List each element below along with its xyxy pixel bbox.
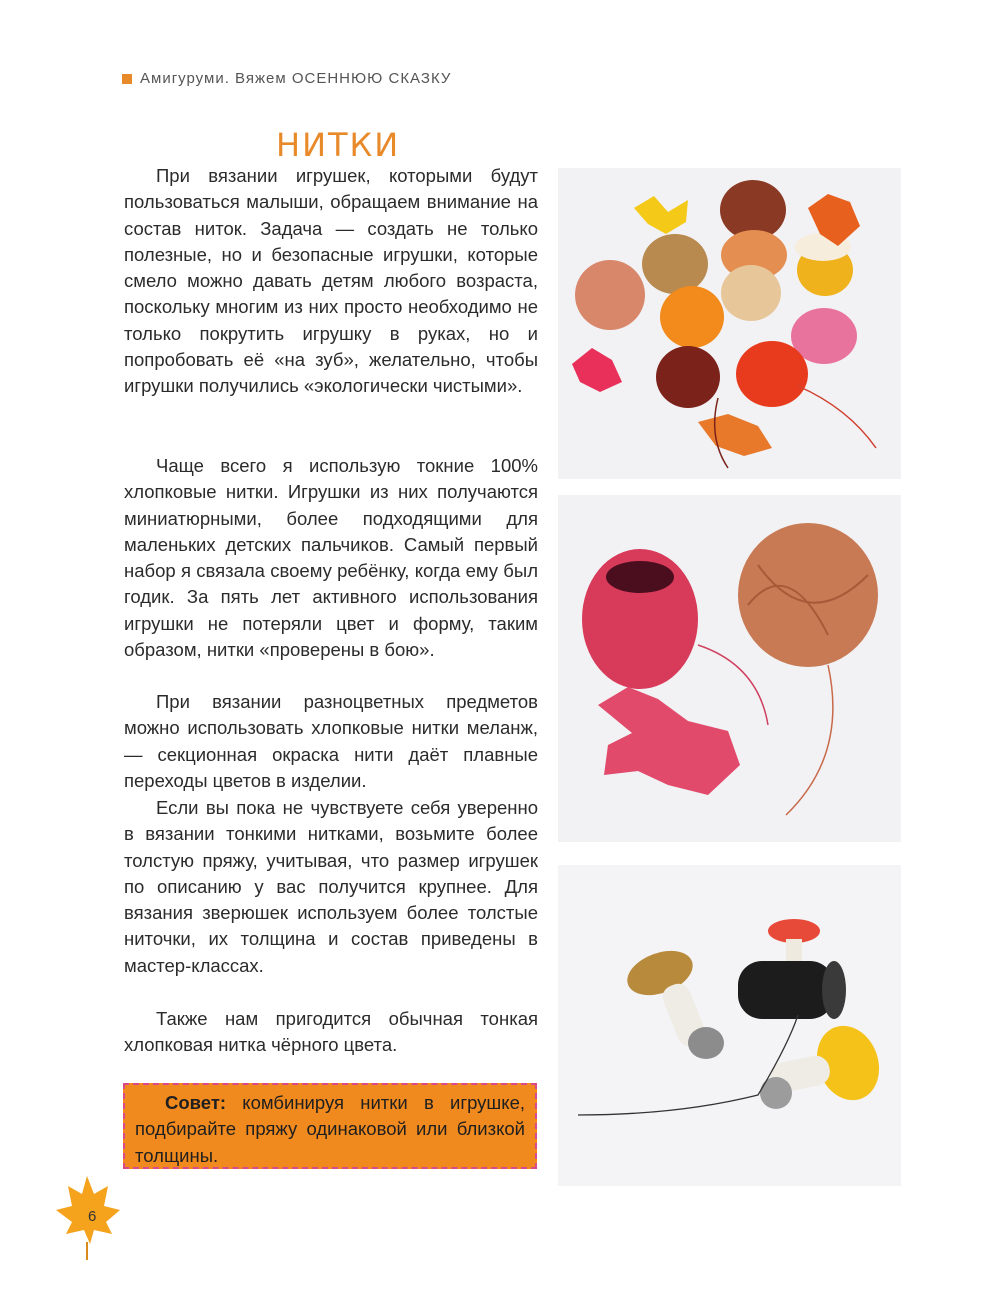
tip-label: Совет:	[165, 1092, 227, 1113]
header-square-icon	[122, 74, 132, 84]
photo-mushrooms	[558, 865, 901, 1186]
photo-melange-yarn	[558, 495, 901, 842]
running-header	[122, 70, 451, 87]
maple-leaf-icon	[52, 1172, 122, 1267]
page-number: 6	[88, 1208, 97, 1225]
running-title: Амигуруми. Вяжем ОСЕННЮЮ СКАЗКУ	[140, 70, 452, 87]
page-title: НИТКИ	[276, 126, 401, 165]
tip-box	[123, 1083, 537, 1169]
tip-text: комбинируя нитки в игрушке, подбирайте пряжу одинаковой или близкой толщины.	[135, 1092, 525, 1166]
photo-yarn-balls	[558, 168, 901, 479]
paragraph-3: При вязании разноцветных предметов можно использовать хлопковые нитки меланж, — секционная окраска нити даёт плавные переходы цветов в изделии.	[124, 691, 538, 791]
paragraph-2: Чаще всего я использую токние 100% хлопковые нитки. Игрушки из них получаются миниатюрными, более подходящими для маленьких детских пальчиков. Самый первый набор я связала своему ребёнку, когда ему был годик. За пять лет активного использования игрушки не потеряли цвет и форму, таким образом, нитки «проверены в бою».	[124, 455, 538, 661]
paragraph-5: Также нам пригодится обычная тонкая хлопковая нитка чёрного цвета.	[124, 1008, 538, 1056]
paragraph-1: При вязании игрушек, которыми будут пользоваться малыши, обращаем внимание на состав ниток. Задача — создать не только полезные, но и безопасные игрушки, которые смело можно давать детям любого возраста, поскольку многим из них просто необходимо не только покрутить игрушку в руках, но и попробовать её «на зуб», желательно, чтобы игрушки получились «экологически чистыми».	[124, 165, 538, 397]
paragraph-4: Если вы пока не чувствуете себя уверенно в вязании тонкими нитками, возьмите более толстую пряжу, учитывая, что размер игрушек по описанию у вас получится крупнее. Для вязания зверюшек используем более толстые ниточки, их толщина и состав приведены в мастер-классах.	[124, 797, 538, 976]
